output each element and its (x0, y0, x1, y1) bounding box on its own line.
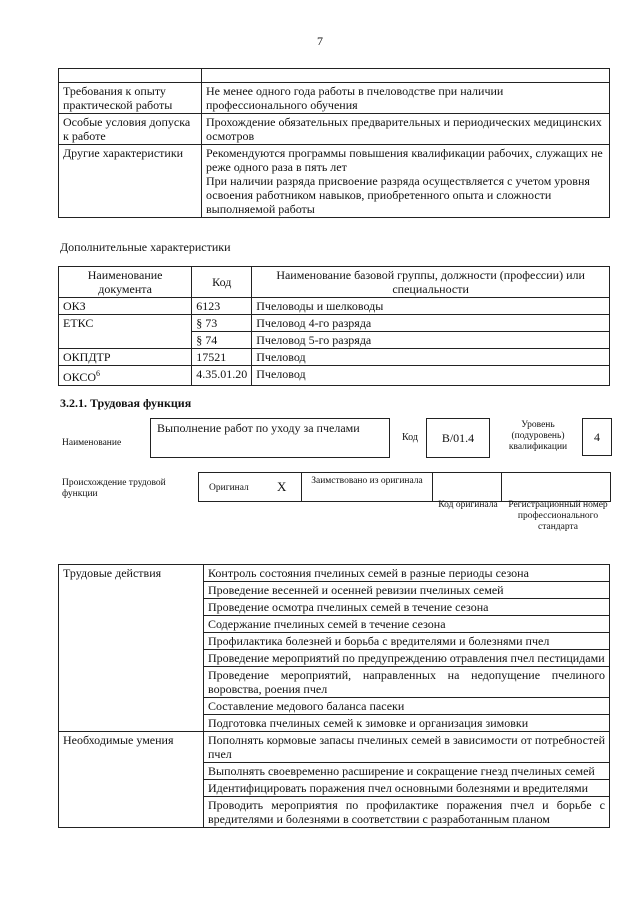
doc-cell: ОКЗ (59, 298, 192, 315)
skill-item: Пополнять кормовые запасы пчелиных семей в зависимости от потребностей пчел (204, 732, 610, 763)
requirement-value (202, 69, 610, 83)
code-cell: 17521 (192, 349, 252, 366)
table-row (59, 732, 610, 763)
table-row (59, 565, 610, 582)
table-row (59, 315, 610, 332)
skills-label: Необходимые умения (59, 732, 204, 828)
requirement-label (59, 69, 202, 83)
table-header-row (59, 267, 610, 298)
reg-number-box (501, 472, 611, 502)
action-item: Составление медового баланса пасеки (204, 698, 610, 715)
requirements-table (58, 68, 610, 218)
page-number: 7 (317, 34, 323, 48)
column-header: Наименование документа (59, 267, 192, 298)
doc-cell: ОКПДТР (59, 349, 192, 366)
action-item: Содержание пчелиных семей в течение сезона (204, 616, 610, 633)
level-box (582, 418, 612, 456)
original-box (198, 472, 302, 502)
code-original-box (432, 472, 502, 502)
function-code: В/01.4 (441, 431, 475, 445)
level-value: 4 (594, 430, 600, 444)
doc-cell (59, 366, 192, 386)
doc-cell: ЕТКС (59, 315, 192, 349)
action-item: Проведение мероприятий по предупреждению отравления пчел пестицидами (204, 650, 610, 667)
footnote-mark: 6 (96, 369, 101, 378)
requirement-label: Требования к опыту практической работы (59, 83, 202, 114)
requirement-value (202, 145, 610, 218)
name-cell: Пчеловод 5-го разряда (252, 332, 610, 349)
borrowed-label: Заимствовано из оригинала (311, 476, 423, 486)
function-code-box (426, 418, 490, 458)
code-cell: 6123 (192, 298, 252, 315)
table-row (59, 349, 610, 366)
table-row (59, 69, 610, 83)
actions-table (58, 564, 610, 828)
name-cell: Пчеловоды и шелководы (252, 298, 610, 315)
action-item: Проведение осмотра пчелиных семей в течение сезона (204, 599, 610, 616)
table-row (59, 114, 610, 145)
additional-table (58, 266, 610, 386)
name-cell: Пчеловод 4-го разряда (252, 315, 610, 332)
code-label: Код (402, 432, 418, 443)
action-item: Проведение мероприятий, направленных на недопущение пчелиного воровства, роения пчел (204, 667, 610, 698)
skill-item: Выполнять своевременно расширение и сокращение гнезд пчелиных семей (204, 763, 610, 780)
action-item: Подготовка пчелиных семей к зимовке и организация зимовки (204, 715, 610, 732)
function-name-box (150, 418, 390, 458)
action-item: Проведение весенней и осенней ревизии пчелиных семей (204, 582, 610, 599)
name-label: Наименование (62, 438, 122, 448)
skill-item: Проводить мероприятия по профилактике поражения пчел и борьбе с вредителями и болезнями в соответствии с разработанным планом (204, 797, 610, 828)
requirement-label: Особые условия допуска к работе (59, 114, 202, 145)
skill-item: Идентифицировать поражения пчел основными болезнями и вредителями (204, 780, 610, 797)
original-label: Оригинал (209, 483, 249, 493)
name-cell: Пчеловод (252, 366, 610, 386)
requirement-value: Прохождение обязательных предварительных и периодических медицинских осмотров (202, 114, 610, 145)
code-cell: § 73 (192, 315, 252, 332)
additional-title: Дополнительные характеристики (60, 240, 231, 254)
code-cell: § 74 (192, 332, 252, 349)
table-row (59, 83, 610, 114)
labor-actions-label: Трудовые действия (59, 565, 204, 732)
requirement-value-line: При наличии разряда присвоение разряда осуществляется с учетом уровня освоения работником навыков, приобретенного опыта и сложности выполняемой работы (206, 174, 590, 216)
function-title: 3.2.1. Трудовая функция (60, 396, 192, 410)
column-header: Код (192, 267, 252, 298)
table-row (59, 366, 610, 386)
requirement-value-line: Рекомендуются программы повышения квалификации рабочих, служащих не реже одного раза в пять лет (206, 146, 603, 174)
origin-label: Происхождение трудовой функции (62, 478, 166, 499)
level-label: Уровень (подуровень) квалификации (508, 420, 568, 452)
doc-name: ОКСО (63, 370, 97, 384)
table-row (59, 145, 610, 218)
code-original-label: Код оригинала (438, 500, 498, 510)
table-row (59, 298, 610, 315)
action-item: Профилактика болезней и борьба с вредителями и болезнями пчел (204, 633, 610, 650)
function-name: Выполнение работ по уходу за пчелами (157, 421, 360, 435)
code-cell: 4.35.01.20 (192, 366, 252, 386)
requirement-label: Другие характеристики (59, 145, 202, 218)
requirement-value: Не менее одного года работы в пчеловодстве при наличии профессионального обучения (202, 83, 610, 114)
column-header: Наименование базовой группы, должности (профессии) или специальности (252, 267, 610, 298)
borrowed-box (301, 472, 433, 502)
name-cell: Пчеловод (252, 349, 610, 366)
reg-number-label: Регистрационный номер профессионального стандарта (508, 500, 608, 532)
action-item: Контроль состояния пчелиных семей в разные периоды сезона (204, 565, 610, 582)
original-mark: X (277, 479, 287, 494)
